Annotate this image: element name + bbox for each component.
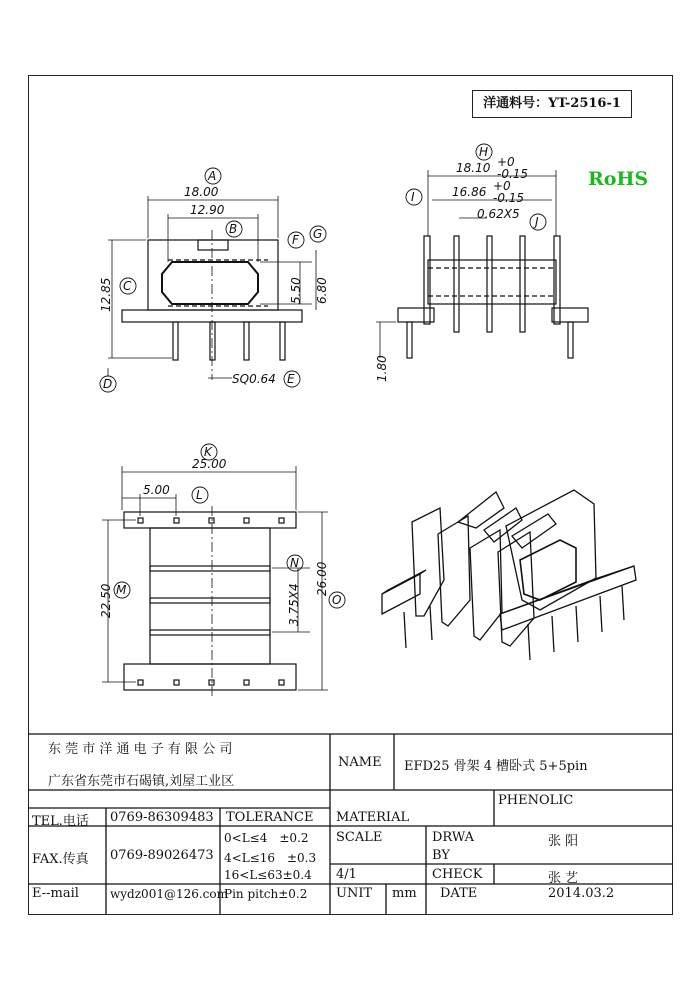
callout-o: O (332, 593, 342, 607)
tolerance-label: TOLERANCE (226, 810, 314, 825)
callout-e: E (287, 372, 295, 386)
front-pin (280, 322, 285, 360)
bottom-flange-bottom (124, 664, 296, 690)
iso-pin (430, 606, 432, 640)
bottom-view (99, 444, 345, 696)
material-value: PHENOLIC (498, 793, 574, 808)
dim-25-00-text: 25.00 (192, 457, 227, 471)
callout-g: G (313, 227, 323, 241)
bottom-rib (150, 630, 270, 635)
side-pin-left (407, 322, 412, 358)
dim-18-10-text: 18.10 (456, 161, 491, 175)
callout-h: H (479, 145, 489, 159)
tolerance-range-1: 0<L≤4 ±0.2 (224, 831, 309, 845)
side-flange-right (554, 236, 560, 324)
dim-slot-text: 0.62X5 (477, 207, 520, 221)
dim-16-86-tol-plus: +0 (493, 179, 511, 193)
iso-rib-2 (470, 530, 502, 640)
part-name: EFD25 骨架 4 槽卧式 5+5pin (404, 759, 588, 774)
dim-16-86-text: 16.86 (452, 185, 487, 199)
dim-12-85-text: 12.85 (99, 277, 113, 312)
callout-j: J (535, 215, 539, 229)
front-pin (244, 322, 249, 360)
front-notch (198, 240, 228, 250)
side-view (375, 144, 588, 382)
bottom-pin (174, 518, 179, 523)
callout-i: I (411, 190, 415, 204)
bottom-pin (279, 518, 284, 523)
iso-base-right (500, 566, 636, 630)
front-pins (173, 322, 285, 360)
dim-18-text: 18.00 (184, 185, 219, 199)
side-rib (520, 236, 525, 332)
bottom-flange-top (124, 512, 296, 528)
scale-label: SCALE (336, 830, 383, 845)
front-window (162, 262, 258, 304)
material-label: MATERIAL (336, 810, 410, 825)
dim-3-75-text: 3.75X4 (287, 583, 301, 626)
dim-22-50-text: 22.50 (99, 583, 113, 618)
iso-pin (622, 586, 624, 620)
iso-pin (552, 616, 554, 652)
iso-window (520, 540, 576, 600)
dim-16-86-tol-minus: -0.15 (493, 191, 525, 205)
iso-rib-1 (438, 516, 470, 626)
side-base-right (552, 308, 588, 322)
check-value: 张 艺 (548, 871, 579, 886)
bottom-pin (209, 518, 214, 523)
callout-m: M (116, 583, 127, 597)
iso-pin (404, 612, 406, 648)
dim-5-50-text: 5.50 (289, 277, 303, 304)
name-label: NAME (338, 755, 382, 770)
iso-flange-front (506, 490, 596, 610)
tel-label: TEL.电话 (32, 814, 89, 829)
iso-rib-1-top (458, 492, 504, 528)
email-value: wydz001@126.com (110, 887, 229, 901)
dim-1-80-text: 1.80 (375, 355, 389, 382)
iso-rib-2-top (484, 508, 522, 542)
drawn-by-label-2: BY (432, 848, 450, 863)
bottom-pin (174, 680, 179, 685)
bottom-tube (150, 528, 270, 664)
callout-k: K (204, 445, 212, 459)
iso-pin (576, 606, 578, 642)
part-number-value: YT-2516-1 (548, 96, 621, 111)
dim-5-00-text: 5.00 (143, 483, 170, 497)
bottom-pin (244, 680, 249, 685)
callout-n: N (290, 556, 299, 570)
drawn-by-value: 张 阳 (548, 834, 579, 849)
date-value: 2014.03.2 (548, 886, 615, 901)
dim-18-10-tol-minus: -0.15 (497, 167, 529, 181)
iso-pin (528, 624, 530, 660)
isometric-view (382, 490, 636, 660)
fax-label: FAX.传真 (32, 852, 89, 867)
part-number-label: 洋通料号： (483, 96, 549, 111)
bottom-rib (150, 566, 270, 571)
bottom-pin-row-bottom (138, 680, 284, 685)
bottom-pin (279, 680, 284, 685)
front-pin (210, 322, 215, 360)
company-address: 广东省东莞市石碣镇,刘屋工业区 (48, 774, 235, 789)
bottom-pin (138, 680, 143, 685)
drawn-by-label-1: DRWA (432, 830, 475, 845)
tel-value: 0769-86309483 (110, 810, 214, 825)
bottom-pin (244, 518, 249, 523)
callout-l: L (196, 488, 203, 502)
email-label: E--mail (32, 886, 79, 901)
callout-c: C (123, 279, 132, 293)
tolerance-range-2: 4<L≤16 ±0.3 (224, 851, 317, 865)
side-rib (454, 236, 459, 332)
bottom-pin-row-top (138, 518, 284, 523)
dim-18-10-tol-plus: +0 (497, 155, 515, 169)
rohs-mark: RoHS (588, 168, 649, 190)
dim-26-00-text: 26.00 (315, 561, 329, 596)
callout-d: D (103, 377, 113, 391)
scale-value: 4/1 (336, 867, 357, 882)
side-flange-left (424, 236, 430, 324)
side-base-left (398, 308, 434, 322)
side-pin-right (568, 322, 573, 358)
bottom-pin (138, 518, 143, 523)
dim-6-80-text: 6.80 (315, 277, 329, 304)
bottom-rib (150, 598, 270, 603)
dim-sq-text: SQ0.64 (232, 372, 276, 386)
callout-f: F (292, 233, 299, 247)
iso-pin (600, 596, 602, 632)
check-label: CHECK (432, 867, 483, 882)
front-pin (173, 322, 178, 360)
front-view (99, 168, 329, 392)
callout-b: B (229, 222, 238, 236)
tolerance-pin-pitch: Pin pitch±0.2 (224, 887, 308, 901)
side-rib (487, 236, 492, 332)
callout-a: A (208, 169, 217, 183)
fax-value: 0769-89026473 (110, 848, 214, 863)
dim-12-90-text: 12.90 (190, 203, 225, 217)
tolerance-range-3: 16<L≤63±0.4 (224, 868, 312, 882)
unit-value: mm (392, 886, 417, 901)
unit-label: UNIT (336, 886, 373, 901)
company-name: 东 莞 市 洋 通 电 子 有 限 公 司 (48, 742, 233, 757)
date-label: DATE (440, 886, 478, 901)
bottom-pin (209, 680, 214, 685)
